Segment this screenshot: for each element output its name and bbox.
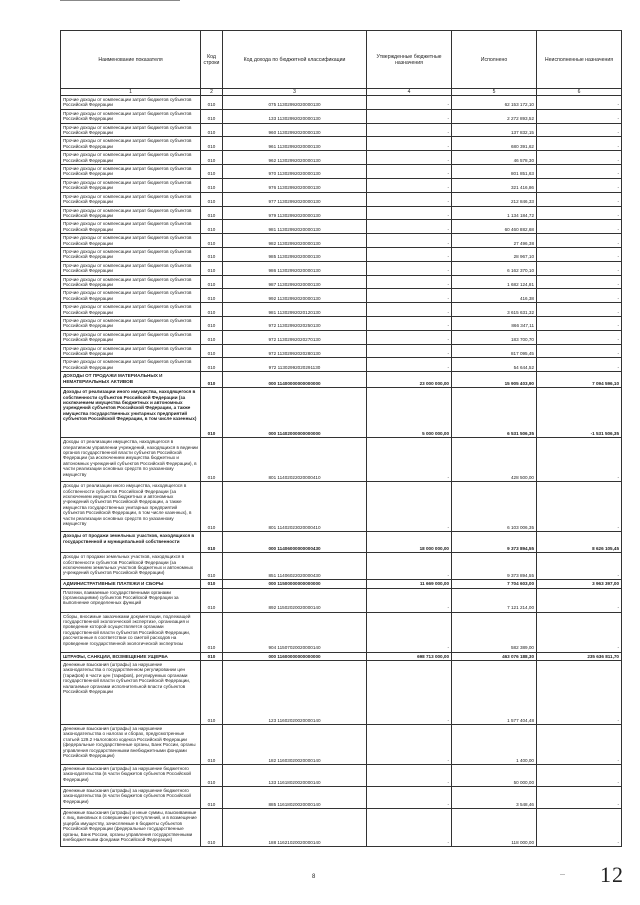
row-approved: - [367,317,452,331]
row-unexecuted: - [537,482,622,532]
row-approved: - [367,123,452,137]
row-line-code: 010 [201,151,223,165]
row-line-code: 010 [201,765,223,787]
row-line-code: 010 [201,580,223,588]
row-executed: 27 496,38 [452,234,537,248]
row-line-code: 010 [201,588,223,612]
row-executed: 6 531 506,35 [452,388,537,438]
row-unexecuted: - [537,725,622,765]
row-class-code: 976 11302992020000130 [223,178,367,192]
row-line-code: 010 [201,661,223,725]
row-name: АДМИНИСТРАТИВНЫЕ ПЛАТЕЖИ И СБОРЫ [61,580,201,588]
column-index: 6 [537,89,622,96]
row-executed: 15 905 403,90 [452,372,537,388]
row-approved: - [367,588,452,612]
row-name: Прочие доходы от компенсации затрат бюджетов субъектов Российской Федерации [61,289,201,303]
row-approved: - [367,165,452,179]
row-unexecuted: - [537,765,622,787]
row-name: Прочие доходы от компенсации затрат бюджетов субъектов Российской Федерации [61,234,201,248]
row-approved: - [367,553,452,580]
row-executed: 428 500,00 [452,438,537,482]
row-class-code: 977 11302992020000130 [223,192,367,206]
row-class-code: 000 11600000000000000 [223,652,367,660]
header-name: Наименование показателя [61,31,201,89]
row-name: Доходы от продажи земельных участков, находящихся в государственной и муниципальной собственности [61,532,201,553]
row-executed: 7 704 603,00 [452,580,537,588]
table-row [61,372,622,388]
table-body [61,96,622,847]
table-row [61,580,622,588]
sheet-number: 12 [600,862,624,887]
row-executed: 6 162 370,10 [452,261,537,275]
row-unexecuted: - [537,220,622,234]
row-approved: - [367,109,452,123]
row-class-code: 970 11302992020000130 [223,165,367,179]
row-executed: 118 000,00 [452,809,537,847]
header-executed: Исполнено [452,31,537,89]
row-line-code: 010 [201,96,223,110]
row-approved: - [367,234,452,248]
row-unexecuted: - [537,612,622,652]
row-class-code: 960 11302992020000130 [223,123,367,137]
row-line-code: 010 [201,247,223,261]
row-class-code: 962 11302992020000130 [223,151,367,165]
row-name: Прочие доходы от компенсации затрат бюджетов субъектов Российской Федерации [61,220,201,234]
table-row [61,661,622,725]
row-class-code: 801 11402023020000410 [223,482,367,532]
row-name: Прочие доходы от компенсации затрат бюджетов субъектов Российской Федерации [61,317,201,331]
row-approved: - [367,275,452,289]
row-unexecuted: - [537,234,622,248]
row-executed: 582 389,00 [452,612,537,652]
row-class-code: 123 11602020020000140 [223,661,367,725]
top-rule [60,0,180,1]
row-name: Денежные взыскания (штрафы) за нарушение законодательства о налогах и сборах, предусмотренные статьей 129.2 Налогового кодекса Российской Федерации (федеральные государственные органы, Банк России, органы управления государственными внебюджетными фондами Российской Федерации) [61,725,201,765]
row-name: Доходы от продажи земельных участков, находящихся в собственности субъектов Российской Федерации (за исключением земельных участков бюджетных и автономных учреждений субъектов Российской Федерации) [61,553,201,580]
row-unexecuted: 8 626 105,45 [537,532,622,553]
row-unexecuted: - [537,96,622,110]
row-name: Прочие доходы от компенсации затрат бюджетов субъектов Российской Федерации [61,330,201,344]
table-row [61,358,622,372]
row-line-code: 010 [201,317,223,331]
row-executed: 212 846,33 [452,192,537,206]
row-line-code: 010 [201,725,223,765]
row-unexecuted: -1 531 506,35 [537,388,622,438]
row-unexecuted: - [537,358,622,372]
row-executed: 416,38 [452,289,537,303]
row-class-code: 985 11302992020000130 [223,247,367,261]
row-executed: 62 153 172,10 [452,96,537,110]
row-unexecuted: - [537,344,622,358]
row-executed: 3 548,46 [452,787,537,809]
row-unexecuted: - [537,151,622,165]
row-approved: - [367,809,452,847]
row-class-code: 000 11402000000000000 [223,388,367,438]
row-name: Прочие доходы от компенсации затрат бюджетов субъектов Российской Федерации [61,165,201,179]
row-executed: 50 000,00 [452,765,537,787]
row-approved: - [367,482,452,532]
table-row [61,532,622,553]
row-line-code: 010 [201,809,223,847]
table-row [61,787,622,809]
report-page [60,30,621,847]
row-approved: - [367,178,452,192]
table-row [61,330,622,344]
row-unexecuted: 235 636 811,70 [537,652,622,660]
row-unexecuted: - [537,317,622,331]
row-approved: 18 000 000,00 [367,532,452,553]
column-index: 5 [452,89,537,96]
row-unexecuted: - [537,787,622,809]
row-line-code: 010 [201,275,223,289]
row-unexecuted: - [537,192,622,206]
row-line-code: 010 [201,358,223,372]
row-class-code: 133 11302992020000130 [223,109,367,123]
table-row [61,809,622,847]
table-row [61,652,622,660]
table-row [61,109,622,123]
row-name: Прочие доходы от компенсации затрат бюджетов субъектов Российской Федерации [61,247,201,261]
row-unexecuted: - [537,123,622,137]
row-approved: 23 000 000,00 [367,372,452,388]
row-name: Прочие доходы от компенсации затрат бюджетов субъектов Российской Федерации [61,261,201,275]
row-approved: - [367,787,452,809]
row-unexecuted: 7 094 596,10 [537,372,622,388]
row-line-code: 010 [201,553,223,580]
row-executed: 183 700,70 [452,330,537,344]
row-executed: 2 272 893,52 [452,109,537,123]
table-row [61,344,622,358]
table-row [61,725,622,765]
row-line-code: 010 [201,123,223,137]
row-unexecuted: - [537,809,622,847]
row-name: ДОХОДЫ ОТ ПРОДАЖИ МАТЕРИАЛЬНЫХ И НЕМАТЕРИАЛЬНЫХ АКТИВОВ [61,372,201,388]
row-unexecuted: - [537,109,622,123]
row-line-code: 010 [201,482,223,532]
row-approved: - [367,151,452,165]
row-class-code: 904 11507020020000140 [223,612,367,652]
row-approved: - [367,247,452,261]
row-approved: - [367,289,452,303]
row-class-code: 981 11302992020000130 [223,220,367,234]
row-unexecuted: - [537,588,622,612]
row-approved: - [367,344,452,358]
row-executed: 1 134 184,72 [452,206,537,220]
table-row [61,438,622,482]
row-executed: 866 347,11 [452,317,537,331]
row-unexecuted: - [537,275,622,289]
row-executed: 1 682 124,81 [452,275,537,289]
row-class-code: 987 11302992020000130 [223,275,367,289]
row-line-code: 010 [201,165,223,179]
header-unexecuted: Неисполненные назначения [537,31,622,89]
row-name: Сборы, вносимые заказчиками документации, подлежащей государственной экологической экспертизе, организация и проведение которой осуществляется органами государственной власти субъектов Российской Федерации, рассчитанные в соответствии со сметой расходов на проведение государственной экологической экспертизы [61,612,201,652]
row-approved: - [367,725,452,765]
row-name: Денежные взыскания (штрафы) за нарушение законодательства о государственном регулировании цен (тарифов) в части цен (тарифов), регулируемых органами государственной власти субъектов Российской Федерации, налагаемые органами исполнительной власти субъектов Российской Федерации [61,661,201,725]
column-index: 2 [201,89,223,96]
row-name: Денежные взыскания (штрафы) за нарушение бюджетного законодательства (в части бюджетов субъектов Российской Федерации) [61,765,201,787]
row-executed: 1 577 404,48 [452,661,537,725]
table-row [61,765,622,787]
row-executed: 9 373 894,55 [452,553,537,580]
header-row [61,31,622,89]
corner-mark: — [560,872,565,878]
row-line-code: 010 [201,372,223,388]
row-name: Прочие доходы от компенсации затрат бюджетов субъектов Российской Федерации [61,178,201,192]
row-executed: 6 103 006,35 [452,482,537,532]
row-name: Прочие доходы от компенсации затрат бюджетов субъектов Российской Федерации [61,206,201,220]
row-line-code: 010 [201,330,223,344]
row-line-code: 010 [201,438,223,482]
table-row [61,588,622,612]
row-name: Прочие доходы от компенсации затрат бюджетов субъектов Российской Федерации [61,344,201,358]
row-unexecuted: - [537,330,622,344]
row-approved: - [367,358,452,372]
row-line-code: 010 [201,192,223,206]
row-executed: 28 967,10 [452,247,537,261]
row-class-code: 188 11621020020000140 [223,809,367,847]
table-row [61,289,622,303]
row-approved: - [367,96,452,110]
row-name: ШТРАФЫ, САНКЦИИ, ВОЗМЕЩЕНИЕ УЩЕРБА [61,652,201,660]
row-class-code: 981 11302992020120130 [223,303,367,317]
row-line-code: 010 [201,234,223,248]
table-row [61,388,622,438]
row-unexecuted: - [537,165,622,179]
table-row [61,151,622,165]
row-unexecuted: - [537,303,622,317]
revenue-table [60,30,622,847]
row-executed: 137 832,15 [452,123,537,137]
row-class-code: 892 11502020020000140 [223,588,367,612]
table-row [61,234,622,248]
header-approved: Утвержденные бюджетные назначения [367,31,452,89]
row-name: Денежные взыскания (штрафы) и иные суммы, взыскиваемые с лиц, виновных в совершении преступлений, и в возмещение ущерба имуществу, зачисляемые в бюджеты субъектов Российской Федерации (федеральные государственные органы, Банк России, органы управления государственными внебюджетными фондами Российской Федерации) [61,809,201,847]
table-row [61,165,622,179]
row-class-code: 182 11603020020000140 [223,725,367,765]
row-class-code: 851 11406022020000430 [223,553,367,580]
row-executed: 817 095,45 [452,344,537,358]
row-class-code: 972 11302992020250130 [223,317,367,331]
row-unexecuted: - [537,247,622,261]
row-executed: 60 460 882,68 [452,220,537,234]
page-number: 8 [312,874,316,880]
row-approved: - [367,330,452,344]
column-index: 1 [61,89,201,96]
row-class-code: 885 11618020020000140 [223,787,367,809]
table-row [61,123,622,137]
row-unexecuted: - [537,178,622,192]
row-class-code: 986 11302992020000130 [223,261,367,275]
row-name: Прочие доходы от компенсации затрат бюджетов субъектов Российской Федерации [61,275,201,289]
row-unexecuted: - [537,553,622,580]
row-name: Прочие доходы от компенсации затрат бюджетов субъектов Российской Федерации [61,303,201,317]
row-name: Прочие доходы от компенсации затрат бюджетов субъектов Российской Федерации [61,151,201,165]
row-executed: 54 644,52 [452,358,537,372]
row-class-code: 979 11302992020000130 [223,206,367,220]
row-line-code: 010 [201,652,223,660]
row-class-code: 000 11406000000000430 [223,532,367,553]
table-row [61,482,622,532]
header-line-code: Код строки [201,31,223,89]
row-class-code: 992 11302992020000130 [223,289,367,303]
row-executed: 3 615 631,32 [452,303,537,317]
row-unexecuted: 3 963 397,00 [537,580,622,588]
row-unexecuted: - [537,438,622,482]
row-executed: 680 391,62 [452,137,537,151]
row-class-code: 961 11302992020000130 [223,137,367,151]
row-executed: 801 851,63 [452,165,537,179]
row-executed: 463 076 188,30 [452,652,537,660]
row-executed: 321 416,86 [452,178,537,192]
row-line-code: 010 [201,344,223,358]
row-class-code: 972 11302992020270130 [223,330,367,344]
row-executed: 46 578,30 [452,151,537,165]
row-class-code: 972 11302992020291130 [223,358,367,372]
row-line-code: 010 [201,178,223,192]
table-row [61,275,622,289]
row-approved: - [367,261,452,275]
table-row [61,137,622,151]
row-approved: - [367,137,452,151]
row-class-code: 133 11618020020000140 [223,765,367,787]
row-approved: - [367,612,452,652]
table-row [61,317,622,331]
row-name: Прочие доходы от компенсации затрат бюджетов субъектов Российской Федерации [61,109,201,123]
row-approved: 5 000 000,00 [367,388,452,438]
row-line-code: 010 [201,787,223,809]
column-index: 4 [367,89,452,96]
row-unexecuted: - [537,206,622,220]
row-class-code: 801 11402022020000410 [223,438,367,482]
row-class-code: 075 11302992020000130 [223,96,367,110]
row-line-code: 010 [201,532,223,553]
table-row [61,247,622,261]
row-executed: 7 121 214,00 [452,588,537,612]
row-approved: - [367,765,452,787]
table-row [61,178,622,192]
table-row [61,206,622,220]
column-index: 3 [223,89,367,96]
row-approved: - [367,303,452,317]
row-approved: - [367,438,452,482]
row-class-code: 000 11400000000000000 [223,372,367,388]
row-line-code: 010 [201,261,223,275]
row-name: Доходы от реализации иного имущества, находящегося в собственности субъектов Российской Федерации (за исключением имущества бюджетных и автономных учреждений субъектов Российской Федерации, а также имущества государственных унитарных предприятий субъектов Российской Федерации, в том числе казенных), в части реализации основных средств по указанному имуществу [61,482,201,532]
table-row [61,96,622,110]
row-line-code: 010 [201,137,223,151]
row-line-code: 010 [201,220,223,234]
row-approved: - [367,192,452,206]
row-unexecuted: - [537,261,622,275]
row-approved: 698 713 000,00 [367,652,452,660]
row-name: Прочие доходы от компенсации затрат бюджетов субъектов Российской Федерации [61,123,201,137]
row-line-code: 010 [201,612,223,652]
row-class-code: 982 11302992020000130 [223,234,367,248]
row-approved: - [367,220,452,234]
row-name: Платежи, взимаемые государственными органами (организациями) субъектов Российской Федерации за выполнение определенных функций [61,588,201,612]
row-name: Прочие доходы от компенсации затрат бюджетов субъектов Российской Федерации [61,358,201,372]
table-row [61,303,622,317]
row-name: Прочие доходы от компенсации затрат бюджетов субъектов Российской Федерации [61,137,201,151]
row-approved: - [367,206,452,220]
table-row [61,261,622,275]
row-line-code: 010 [201,206,223,220]
row-class-code: 000 11500000000000000 [223,580,367,588]
row-name: Доходы от реализации иного имущества, находящегося в собственности субъектов Российской Федерации (за исключением имущества бюджетных и автономных учреждений субъектов Российской Федерации, а также имущества государственных унитарных предприятий субъектов Российской Федерации, в том числе казенных) [61,388,201,438]
row-class-code: 972 11302992020280130 [223,344,367,358]
table-row [61,612,622,652]
row-unexecuted: - [537,661,622,725]
table-row [61,220,622,234]
row-executed: 1 400,00 [452,725,537,765]
row-approved: - [367,661,452,725]
row-line-code: 010 [201,109,223,123]
row-line-code: 010 [201,303,223,317]
row-name: Прочие доходы от компенсации затрат бюджетов субъектов Российской Федерации [61,192,201,206]
row-approved: 11 669 000,00 [367,580,452,588]
row-unexecuted: - [537,289,622,303]
column-index-row [61,89,622,96]
header-class-code: Код дохода по бюджетной классификации [223,31,367,89]
row-unexecuted: - [537,137,622,151]
row-name: Прочие доходы от компенсации затрат бюджетов субъектов Российской Федерации [61,96,201,110]
row-line-code: 010 [201,289,223,303]
row-name: Доходы от реализации имущества, находящегося в оперативном управлении учреждений, находящихся в ведении органов государственной власти субъектов Российской Федерации (за исключением имущества бюджетных и автономных учреждений субъектов Российской Федерации), в части реализации основных средств по указанному имуществу [61,438,201,482]
row-executed: 9 373 894,55 [452,532,537,553]
table-row [61,192,622,206]
row-line-code: 010 [201,388,223,438]
row-name: Денежные взыскания (штрафы) за нарушение бюджетного законодательства (в части бюджетов субъектов Российской Федерации) [61,787,201,809]
table-row [61,553,622,580]
